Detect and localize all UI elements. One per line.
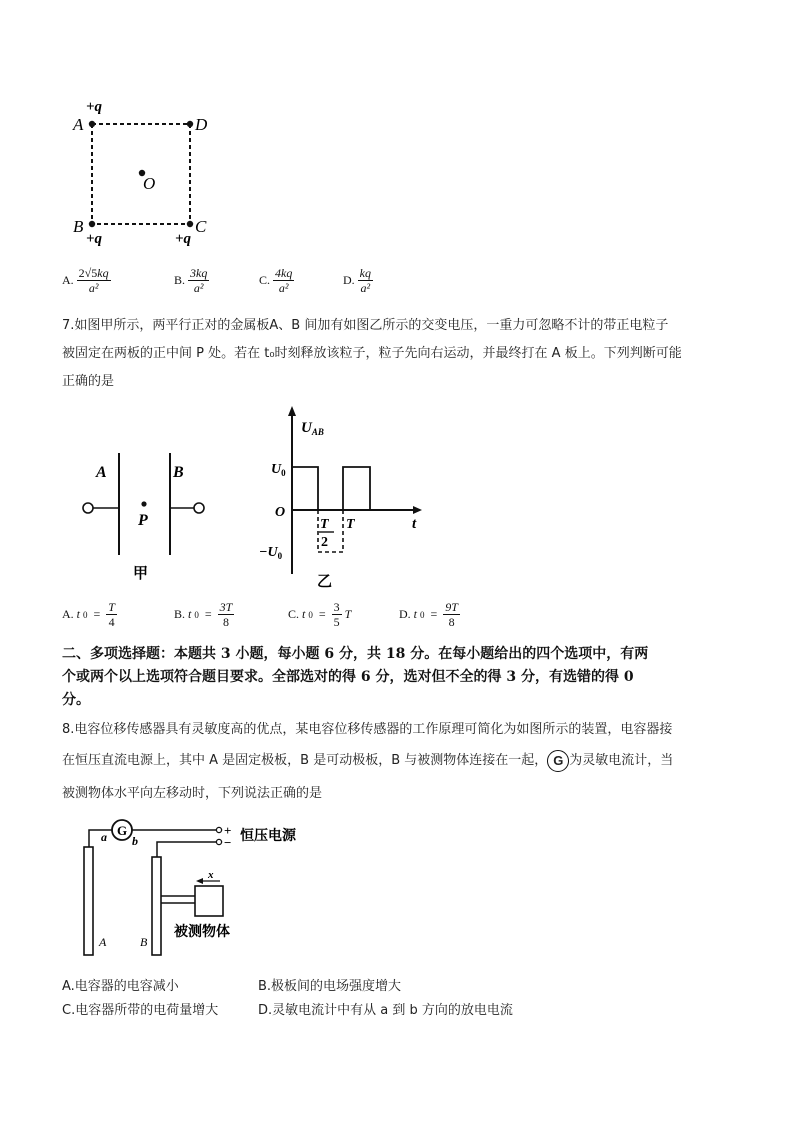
- q7-option-b: B. t 0 = $\frac{3T}{8}$: [174, 600, 233, 629]
- terminal-plus: [216, 827, 221, 832]
- y-axis-arrow: [288, 406, 296, 416]
- charge-B: +q: [86, 231, 103, 247]
- capacitor-sensor-figure: [70, 812, 330, 962]
- q7-option-d: D. t 0 = $\frac{9T}{8}$: [399, 600, 458, 629]
- charge-C: +q: [175, 231, 192, 247]
- q8-line-3: 被测物体水平向左移动时，下列说法正确的是: [62, 786, 323, 801]
- label-B: B: [73, 217, 84, 236]
- t-half-num: T: [320, 517, 329, 532]
- label-A: A: [73, 115, 84, 134]
- source-label: 恒压电源: [240, 829, 296, 844]
- measured-object-label: 被测物体: [174, 925, 230, 940]
- figure-yi-caption: 乙: [317, 574, 333, 590]
- point-D: [187, 121, 193, 127]
- y-axis-label: $U_{AB}$: [301, 420, 324, 437]
- q8-line-2: 在恒压直流电源上，其中 A 是固定极板，B 是可动极板，B 与被测物体连接在一起， G 为灵敏电流计，当: [62, 747, 673, 775]
- q7-line-3: 正确的是: [62, 374, 115, 389]
- q7-line-1: 7.如图甲所示，两平行正对的金属板A、B 间加有如图乙所示的交变电压，一重力可忽略不计的带正电粒子: [62, 318, 669, 333]
- wave-high-2: [343, 467, 370, 510]
- q6-option-b: B. $\frac{3kq}{\text{a²}}$: [174, 266, 208, 295]
- q8-option-c: C.电容器所带的电荷量增大: [62, 1003, 219, 1018]
- label-a: a: [101, 830, 107, 844]
- q6-option-c: C. $\frac{4kq}{\text{a²}}$: [259, 266, 293, 295]
- minus-sign: −: [224, 835, 232, 850]
- origin-label: O: [275, 505, 286, 520]
- plus-sign: +: [224, 823, 232, 838]
- q7-option-a: A. t 0 = $\frac{T}{4}$: [62, 600, 115, 629]
- terminal-B: [194, 503, 204, 513]
- galvanometer-symbol: G: [547, 750, 569, 772]
- q7-option-c: C. t 0 = $\frac{3}{5}$ T: [288, 600, 352, 629]
- u0-label: $U_0$: [271, 462, 286, 478]
- x-axis-arrow: [413, 506, 422, 514]
- point-P-label: P: [138, 512, 148, 529]
- label-D: D: [195, 115, 208, 134]
- label-C: C: [195, 217, 207, 236]
- charge-A: +q: [86, 99, 103, 115]
- section2-line-1: 二、多项选择题：本题共 3 小题，每小题 6 分，共 18 分。在每小题给出的四个选项中，有两: [62, 646, 649, 662]
- plate-A-rect: [84, 847, 93, 955]
- label-b: b: [132, 834, 138, 848]
- plate-B-rect: [152, 857, 161, 955]
- section2-line-2: 个或两个以上选项符合题目要求。全部选对的得 6 分，选对但不全的得 3 分，有选错的得 0: [62, 669, 634, 685]
- q7-line-2: 被固定在两板的正中间 P 处。若在 t₀时刻释放该粒子，粒子先向右运动，并最终打在 A 板上。下列判断可能: [62, 346, 682, 361]
- q8-line-1: 8.电容位移传感器具有灵敏度高的优点，某电容位移传感器的工作原理可简化为如图所示的装置，电容器接: [62, 722, 673, 737]
- plate-A-label: A: [96, 464, 107, 481]
- q8-option-b: B.极板间的电场强度增大: [258, 979, 402, 994]
- plate-B-label: B: [173, 464, 184, 481]
- t-full-label: T: [346, 517, 355, 532]
- galvanometer-label: G: [117, 823, 128, 838]
- q8-option-a: A.电容器的电容减小: [62, 979, 179, 994]
- plate-A-label: A: [99, 935, 107, 949]
- terminal-minus: [216, 839, 221, 844]
- figure-yi: [255, 404, 435, 594]
- neg-u0-label: $-U_0$: [259, 545, 283, 561]
- wave-high-1: [292, 467, 318, 510]
- label-O: O: [143, 174, 156, 193]
- point-A: [89, 121, 95, 127]
- x-axis-label: t: [412, 516, 417, 532]
- plate-B-label: B: [140, 935, 148, 949]
- t-half-den: 2: [321, 535, 328, 550]
- q6-option-d: D. $\frac{kq}{\text{a²}}$: [343, 266, 371, 295]
- q6-option-a: A. $\frac{2√5kq}{\text{a²}}$: [62, 266, 109, 295]
- point-C: [187, 221, 193, 227]
- point-P: [141, 501, 146, 506]
- figure-jia-caption: 甲: [133, 566, 149, 582]
- displacement-arrowhead: [196, 878, 203, 884]
- wire-B-to-minus: [157, 842, 216, 857]
- q8-option-d: D.灵敏电流计中有从 a 到 b 方向的放电电流: [258, 1003, 513, 1018]
- measured-object-box: [195, 886, 223, 916]
- figure-jia: [74, 445, 224, 585]
- terminal-A: [83, 503, 93, 513]
- section2-line-3: 分。: [62, 692, 90, 708]
- displacement-x-label: x: [208, 869, 214, 881]
- point-B: [89, 221, 95, 227]
- square-charges-figure: [60, 95, 230, 255]
